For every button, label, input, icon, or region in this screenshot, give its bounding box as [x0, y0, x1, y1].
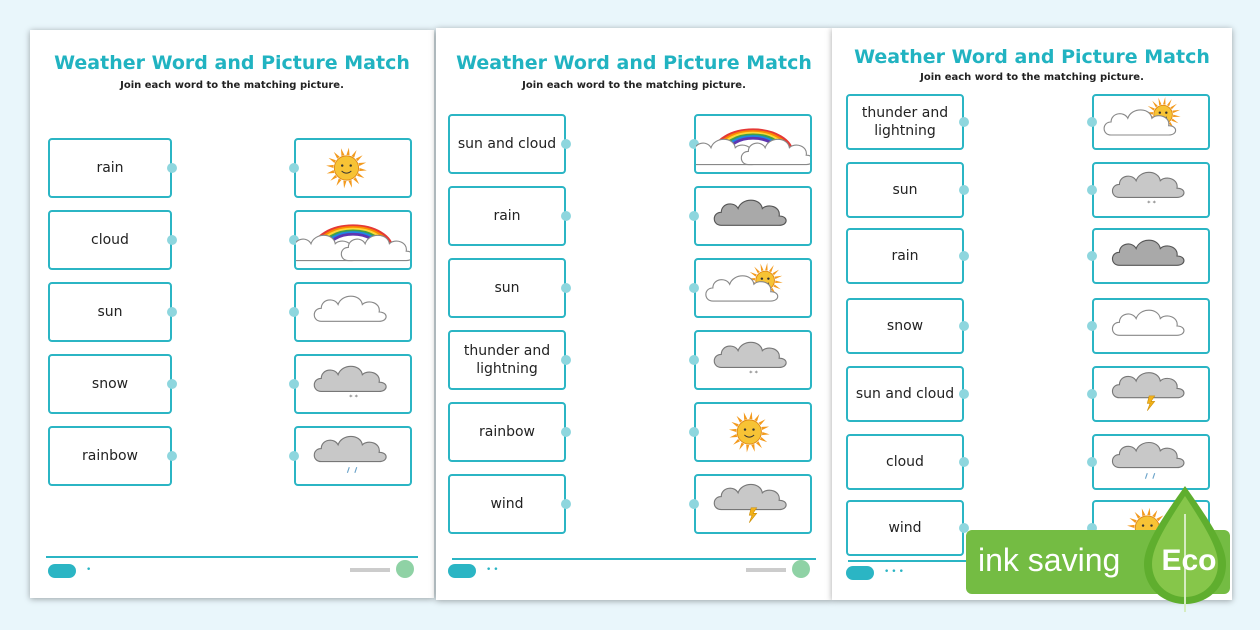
footer-url: [746, 568, 786, 572]
twinkl-logo: [48, 564, 76, 578]
picture-card[interactable]: [694, 258, 812, 318]
svg-text:* *: * *: [1147, 198, 1156, 207]
page-number-dots: •••: [884, 567, 906, 577]
rain-cloud-icon: [296, 428, 410, 484]
footer-line: [46, 556, 418, 558]
picture-card[interactable]: [1092, 228, 1210, 284]
word-card[interactable]: sun and cloud: [846, 366, 964, 422]
picture-card[interactable]: [294, 426, 412, 486]
sun-and-cloud-icon: [696, 260, 810, 316]
sun-icon: [696, 404, 810, 460]
footer-badge-icon: [792, 560, 810, 578]
snow-cloud-icon: [296, 356, 410, 412]
word-card[interactable]: cloud: [846, 434, 964, 490]
word-card[interactable]: rain: [448, 186, 566, 246]
picture-card[interactable]: [294, 138, 412, 198]
worksheet-page-2: [436, 28, 832, 600]
snow-cloud-icon: [696, 332, 810, 388]
picture-card[interactable]: [1092, 94, 1210, 150]
picture-card[interactable]: [694, 402, 812, 462]
eco-label: Eco: [1161, 544, 1217, 577]
instruction-text: Join each word to the matching picture.: [522, 80, 746, 91]
worksheet-page-1: [30, 30, 434, 598]
picture-card[interactable]: [294, 210, 412, 270]
word-card[interactable]: sun and cloud: [448, 114, 566, 174]
word-card[interactable]: snow: [48, 354, 172, 414]
snow-cloud-icon: [1094, 164, 1208, 216]
ink-saving-label: ink saving: [978, 542, 1121, 578]
picture-card[interactable]: [1092, 366, 1210, 422]
picture-card[interactable]: [1092, 298, 1210, 354]
word-card[interactable]: wind: [846, 500, 964, 556]
page-title: Weather Word and Picture Match: [54, 52, 410, 74]
word-card[interactable]: thunder and lightning: [846, 94, 964, 150]
wind-cloud-icon: [1094, 230, 1208, 282]
instruction-text: Join each word to the matching picture.: [120, 80, 344, 91]
footer-badge-icon: [396, 560, 414, 578]
word-card[interactable]: rain: [48, 138, 172, 198]
picture-card[interactable]: [694, 474, 812, 534]
cloud-icon: [1094, 300, 1208, 352]
word-card[interactable]: rain: [846, 228, 964, 284]
word-card[interactable]: snow: [846, 298, 964, 354]
picture-card[interactable]: [694, 330, 812, 390]
word-card[interactable]: rainbow: [48, 426, 172, 486]
picture-card[interactable]: [1092, 434, 1210, 490]
instruction-text: Join each word to the matching picture.: [920, 72, 1144, 83]
footer-url: [350, 568, 390, 572]
svg-text:* *: * *: [349, 392, 358, 401]
picture-card[interactable]: [1092, 162, 1210, 218]
picture-card[interactable]: [294, 354, 412, 414]
picture-card[interactable]: [294, 282, 412, 342]
word-card[interactable]: rainbow: [448, 402, 566, 462]
twinkl-logo: [846, 566, 874, 580]
page-number-dots: •: [86, 565, 94, 575]
thunder-cloud-icon: [1094, 368, 1208, 420]
rain-cloud-icon: [1094, 436, 1208, 488]
picture-card[interactable]: [694, 114, 812, 174]
word-card[interactable]: sun: [448, 258, 566, 318]
sun-icon: [296, 140, 410, 196]
word-card[interactable]: cloud: [48, 210, 172, 270]
word-card[interactable]: thunder and lightning: [448, 330, 566, 390]
rainbow-icon: [696, 116, 810, 172]
cloud-icon: [296, 284, 410, 340]
page-title: Weather Word and Picture Match: [456, 52, 812, 74]
twinkl-logo: [448, 564, 476, 578]
word-card[interactable]: sun: [846, 162, 964, 218]
svg-text:* *: * *: [749, 368, 758, 377]
page-title: Weather Word and Picture Match: [854, 46, 1210, 68]
rainbow-icon: [296, 212, 410, 268]
sun-and-cloud-icon: [1094, 96, 1208, 148]
wind-cloud-icon: [696, 188, 810, 244]
page-number-dots: ••: [486, 565, 501, 575]
thunder-cloud-icon: [696, 476, 810, 532]
footer-line: [452, 558, 816, 560]
picture-card[interactable]: [694, 186, 812, 246]
word-card[interactable]: wind: [448, 474, 566, 534]
word-card[interactable]: sun: [48, 282, 172, 342]
